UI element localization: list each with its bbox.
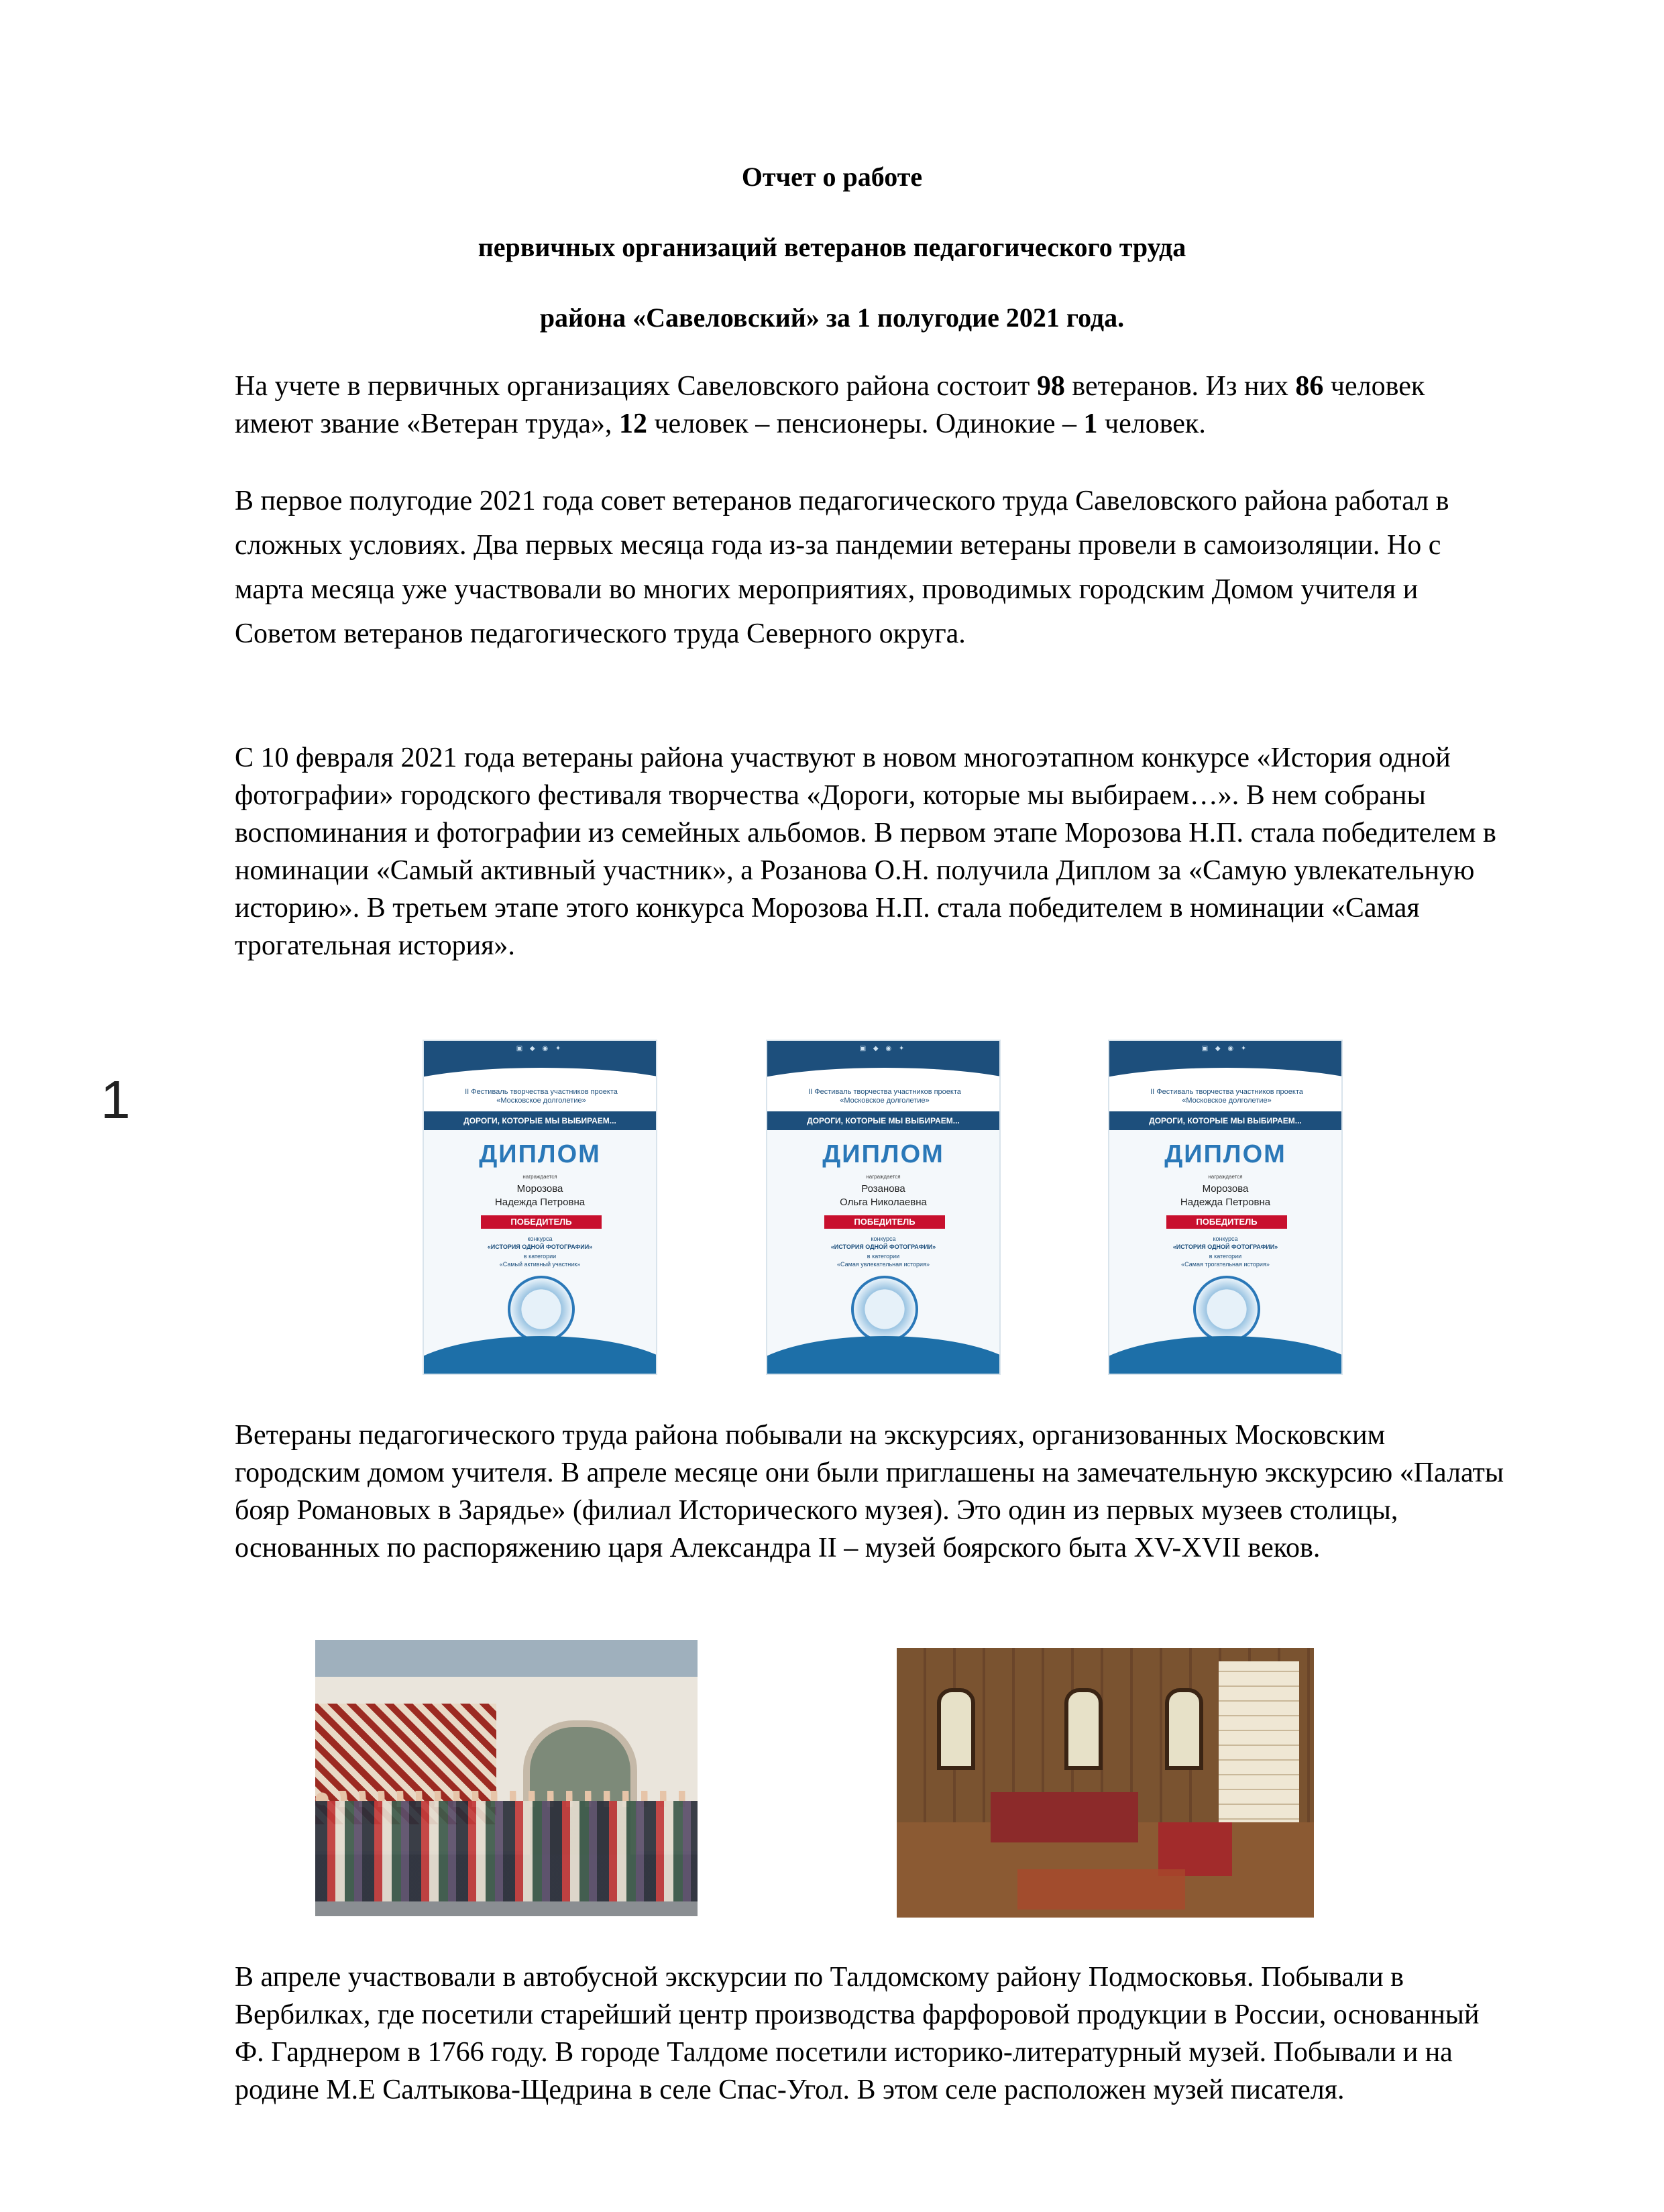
diploma-contest: «ИСТОРИЯ ОДНОЙ ФОТОГРАФИИ» bbox=[487, 1243, 593, 1250]
title-line-1: Отчет о работе bbox=[741, 162, 923, 192]
diploma-band: ДОРОГИ, КОТОРЫЕ МЫ ВЫБИРАЕМ... bbox=[767, 1111, 999, 1130]
paragraph-photo-contest: С 10 февраля 2021 года ветераны района участвуют в новом многоэтапном конкурсе «История одной фотографии» городского фестиваля творчества «Дороги, которые мы выбираем…». В нем собраны воспоминания и фотографии из семейных альбомов. В первом этапе Морозова Н.П. стала победителем в номинации «Самый активный участник», а Розанова О.Н. получила Диплом за «Самую увлекательную историю». В третьем этапе этого конкурса Морозова Н.П. стала победителем в номинации «Самая трогательная история». bbox=[235, 742, 1496, 961]
diploma-given-name: Ольга Николаевна bbox=[840, 1197, 927, 1208]
title-line-3: района «Савеловский» за 1 полугодие 2021 года. bbox=[539, 302, 1125, 333]
page-number: 1 bbox=[101, 1070, 131, 1129]
diploma-contest: «ИСТОРИЯ ОДНОЙ ФОТОГРАФИИ» bbox=[1172, 1243, 1278, 1250]
diploma-title: ДИПЛОМ bbox=[479, 1140, 601, 1168]
diploma-category: «Самый активный участник» bbox=[499, 1261, 581, 1268]
paragraph-excursion-taldom: В апреле участвовали в автобусной экскурсии по Талдомскому району Подмосковья. Побывали в Вербилках, где посетили старейший центр производства фарфоровой продукции в России, основанный Ф. Гарднером в 1766 году. В городе Талдоме посетили историко-литературный музей. Побывали и на родине М.Е Салтыкова-Щедрина в селе Спас-Угол. В этом селе расположен музей писателя. bbox=[235, 1962, 1480, 2105]
diploma-category-word: в категории bbox=[867, 1253, 900, 1260]
diploma-image-2: ▣ ◆ ◉ ✦ II Фестиваль творчества участников проекта «Московское долголетие» ДОРОГИ, КОТОРЫЕ МЫ ВЫБИРАЕМ... ДИПЛОМ награждается Розанова Ольга Николаевна ПОБЕДИТЕЛЬ конкурса «ИСТОРИЯ ОДНОЙ ФОТОГРАФИИ» в категории «Самая увлекательная история» bbox=[766, 1040, 1001, 1375]
diploma-category-word: в категории bbox=[523, 1253, 557, 1260]
diploma-contest-word: конкурса bbox=[527, 1235, 553, 1242]
diploma-festival: II Фестиваль творчества участников проекта «Московское долголетие» bbox=[1150, 1088, 1303, 1105]
diploma-festival: II Фестиваль творчества участников проекта «Московское долголетие» bbox=[465, 1088, 618, 1105]
diploma-awarded: награждается bbox=[522, 1174, 557, 1180]
title-line-2: первичных организаций ветеранов педагогического труда bbox=[478, 232, 1186, 262]
diploma-contest-word: конкурса bbox=[871, 1235, 896, 1242]
diploma-image-3: ▣ ◆ ◉ ✦ II Фестиваль творчества участников проекта «Московское долголетие» ДОРОГИ, КОТОРЫЕ МЫ ВЫБИРАЕМ... ДИПЛОМ награждается Морозова Надежда Петровна ПОБЕДИТЕЛЬ конкурса «ИСТОРИЯ ОДНОЙ ФОТОГРАФИИ» в категории «Самая трогательная история» bbox=[1108, 1040, 1343, 1375]
diploma-festival: II Фестиваль творчества участников проекта «Московское долголетие» bbox=[808, 1088, 961, 1105]
seal-icon bbox=[851, 1276, 918, 1343]
paragraph-excursion-romanov: Ветераны педагогического труда района побывали на экскурсиях, организованных Московским городским домом учителя. В апреле месяце они были приглашены на замечательную экскурсию «Палаты бояр Романовых в Зарядье» (филиал Исторического музея). Это один из первых музеев столицы, основанных по распоряжению царя Александра II – музей боярского быта XV-XVII веков. bbox=[235, 1420, 1504, 1563]
diploma-surname: Розанова bbox=[861, 1183, 905, 1195]
diploma-given-name: Надежда Петровна bbox=[1180, 1197, 1271, 1208]
diploma-title: ДИПЛОМ bbox=[822, 1140, 944, 1168]
diploma-winner-badge: ПОБЕДИТЕЛЬ bbox=[481, 1215, 602, 1229]
diploma-winner-badge: ПОБЕДИТЕЛЬ bbox=[1166, 1215, 1287, 1229]
diploma-surname: Морозова bbox=[1202, 1183, 1249, 1195]
diploma-contest-word: конкурса bbox=[1213, 1235, 1238, 1242]
seal-icon bbox=[1193, 1276, 1260, 1343]
diploma-category-word: в категории bbox=[1209, 1253, 1242, 1260]
diploma-contest: «ИСТОРИЯ ОДНОЙ ФОТОГРАФИИ» bbox=[830, 1243, 936, 1250]
photo-boyar-interior bbox=[897, 1648, 1314, 1918]
photo-group-romanov-chambers bbox=[315, 1640, 698, 1916]
diploma-title: ДИПЛОМ bbox=[1164, 1140, 1286, 1168]
diploma-band: ДОРОГИ, КОТОРЫЕ МЫ ВЫБИРАЕМ... bbox=[424, 1111, 656, 1130]
paragraph-first-half: В первое полугодие 2021 года совет ветеранов педагогического труда Савеловского района работал в сложных условиях. Два первых месяца года из-за пандемии ветераны провели в самоизоляции. Но с марта месяца уже участвовали во многих мероприятиях, проводимых городским Домом учителя и Советом ветеранов педагогического труда Северного округа. bbox=[235, 486, 1449, 649]
diploma-band: ДОРОГИ, КОТОРЫЕ МЫ ВЫБИРАЕМ... bbox=[1109, 1111, 1341, 1130]
diploma-awarded: награждается bbox=[1208, 1174, 1243, 1180]
diploma-awarded: награждается bbox=[866, 1174, 901, 1180]
paragraph-membership: На учете в первичных организациях Савеловского района состоит 98 ветеранов. Из них 86 человек имеют звание «Ветеран труда», 12 человек – пенсионеры. Одинокие – 1 человек. bbox=[235, 371, 1425, 439]
diploma-surname: Морозова bbox=[516, 1183, 563, 1195]
diploma-winner-badge: ПОБЕДИТЕЛЬ bbox=[824, 1215, 945, 1229]
diploma-given-name: Надежда Петровна bbox=[494, 1197, 586, 1208]
diploma-category: «Самая увлекательная история» bbox=[837, 1261, 930, 1268]
seal-icon bbox=[508, 1276, 575, 1343]
diploma-category: «Самая трогательная история» bbox=[1181, 1261, 1270, 1268]
diploma-image-1: ▣ ◆ ◉ ✦ II Фестиваль творчества участников проекта «Московское долголетие» ДОРОГИ, КОТОРЫЕ МЫ ВЫБИРАЕМ... ДИПЛОМ награждается Морозова Надежда Петровна ПОБЕДИТЕЛЬ конкурса «ИСТОРИЯ ОДНОЙ ФОТОГРАФИИ» в категории «Самый активный участник» bbox=[423, 1040, 657, 1375]
